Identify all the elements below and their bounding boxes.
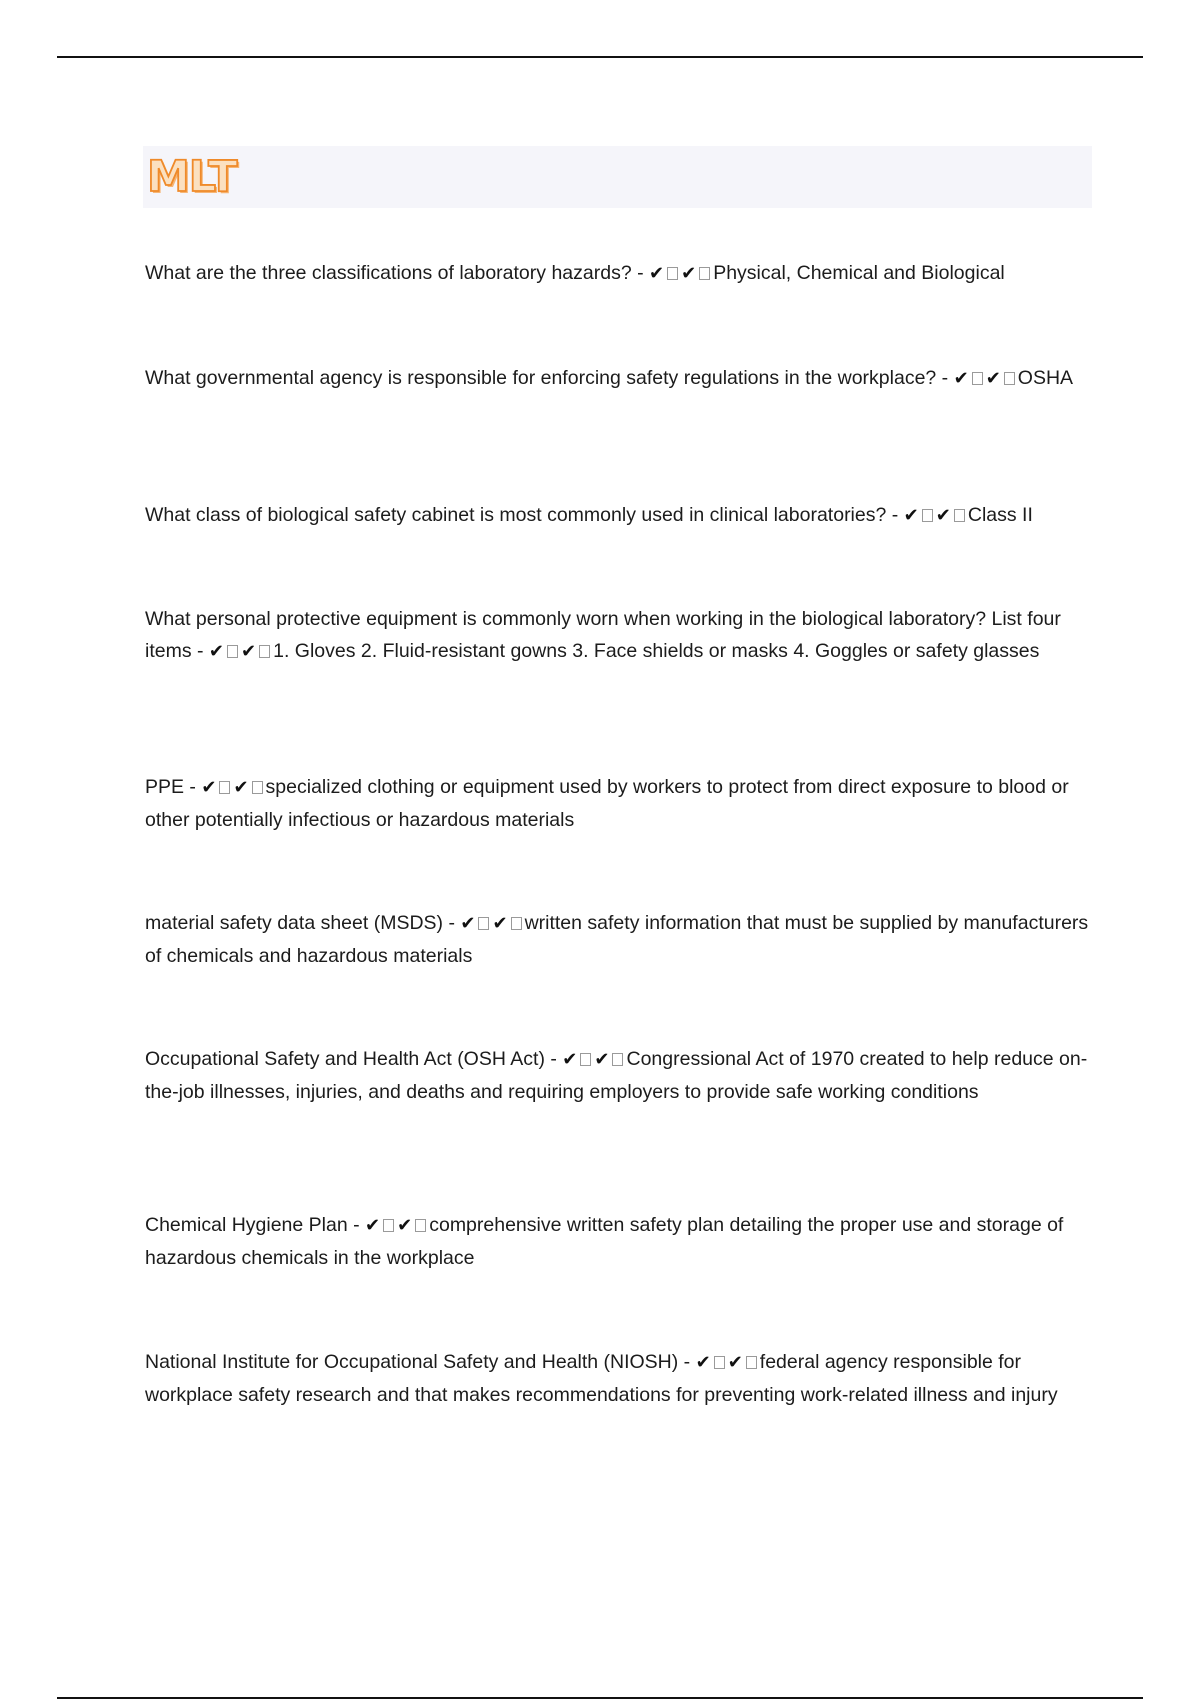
qa-question: material safety data sheet (MSDS) - (145, 912, 455, 934)
checkmark-icon: ✔ (953, 368, 969, 389)
box-icon (383, 1219, 394, 1232)
qa-answer: OSHA (1017, 367, 1074, 389)
qa-item (145, 771, 1090, 836)
bottom-rule (57, 1697, 1143, 1699)
checkmark-icon: ✔ (208, 641, 225, 662)
qa-answer: specialized clothing or equipment used by workers to protect from direct exposure to blood or other potentially infectious or hazardous materials (145, 776, 1069, 831)
qa-answer: 1. Gloves 2. Fluid-resistant gowns 3. Face shields or masks 4. Goggles or safety glasses (273, 640, 1040, 662)
qa-item (145, 1346, 1090, 1411)
checkmark-icon: ✔ (562, 1049, 578, 1070)
qa-answer: Class II (967, 504, 1033, 526)
qa-item (145, 603, 1090, 668)
box-icon (227, 645, 238, 658)
qa-item (145, 257, 1090, 290)
qa-question: What class of biological safety cabinet is most commonly used in clinical laboratories? - (145, 504, 899, 526)
checkmark-icon: ✔ (397, 1215, 413, 1236)
box-icon (511, 917, 522, 930)
qa-question: PPE - (145, 776, 196, 798)
checkmark-icon: ✔ (594, 1049, 610, 1070)
top-rule (57, 56, 1143, 58)
qa-question: What governmental agency is responsible for enforcing safety regulations in the workplace? - (145, 367, 949, 389)
box-icon (972, 372, 983, 385)
qa-answer: federal agency responsible for workplace safety research and that makes recommendations for preventing work-related illness and injury (145, 1351, 1058, 1406)
qa-answer: comprehensive written safety plan detailing the proper use and storage of hazardous chemicals in the workplace (145, 1214, 1064, 1269)
qa-answer: Congressional Act of 1970 created to help reduce on-the-job illnesses, injuries, and deaths and requiring employers to provide safe working conditions (145, 1048, 1088, 1103)
box-icon (252, 781, 263, 794)
qa-question: Occupational Safety and Health Act (OSH Act) - (145, 1048, 557, 1070)
checkmark-icon: ✔ (649, 263, 665, 284)
qa-item (145, 907, 1090, 972)
qa-question: Chemical Hygiene Plan - (145, 1214, 360, 1236)
box-icon (699, 267, 710, 280)
box-icon (922, 509, 933, 522)
qa-question: What personal protective equipment is commonly worn when working in the biological laboratory? List four items - (145, 608, 1061, 662)
checkmark-icon: ✔ (460, 913, 476, 934)
box-icon (580, 1053, 591, 1066)
checkmark-icon: ✔ (365, 1215, 381, 1236)
checkmark-icon: ✔ (985, 368, 1001, 389)
box-icon (714, 1356, 725, 1369)
qa-item (145, 362, 1090, 395)
qa-answer: written safety information that must be supplied by manufacturers of chemicals and hazardous materials (145, 912, 1089, 967)
checkmark-icon: ✔ (903, 505, 919, 526)
box-icon (667, 267, 678, 280)
title-banner (143, 146, 1092, 208)
qa-answer: Physical, Chemical and Biological (713, 262, 1005, 284)
checkmark-icon: ✔ (695, 1352, 711, 1373)
checkmark-icon: ✔ (201, 777, 217, 798)
qa-question: National Institute for Occupational Safety and Health (NIOSH) - (145, 1351, 691, 1373)
box-icon (478, 917, 489, 930)
box-icon (1004, 372, 1015, 385)
checkmark-icon: ✔ (681, 263, 697, 284)
qa-item (145, 1209, 1090, 1274)
qa-question: What are the three classifications of laboratory hazards? - (145, 262, 644, 284)
checkmark-icon: ✔ (233, 777, 249, 798)
qa-item (145, 1043, 1090, 1108)
box-icon (219, 781, 230, 794)
checkmark-icon: ✔ (241, 641, 257, 662)
page-title: MLT (147, 151, 237, 202)
box-icon (954, 509, 965, 522)
checkmark-icon: ✔ (492, 913, 508, 934)
checkmark-icon: ✔ (727, 1352, 743, 1373)
box-icon (259, 645, 270, 658)
checkmark-icon: ✔ (935, 505, 951, 526)
box-icon (746, 1356, 757, 1369)
box-icon (415, 1219, 426, 1232)
box-icon (612, 1053, 623, 1066)
qa-item (145, 499, 1090, 532)
